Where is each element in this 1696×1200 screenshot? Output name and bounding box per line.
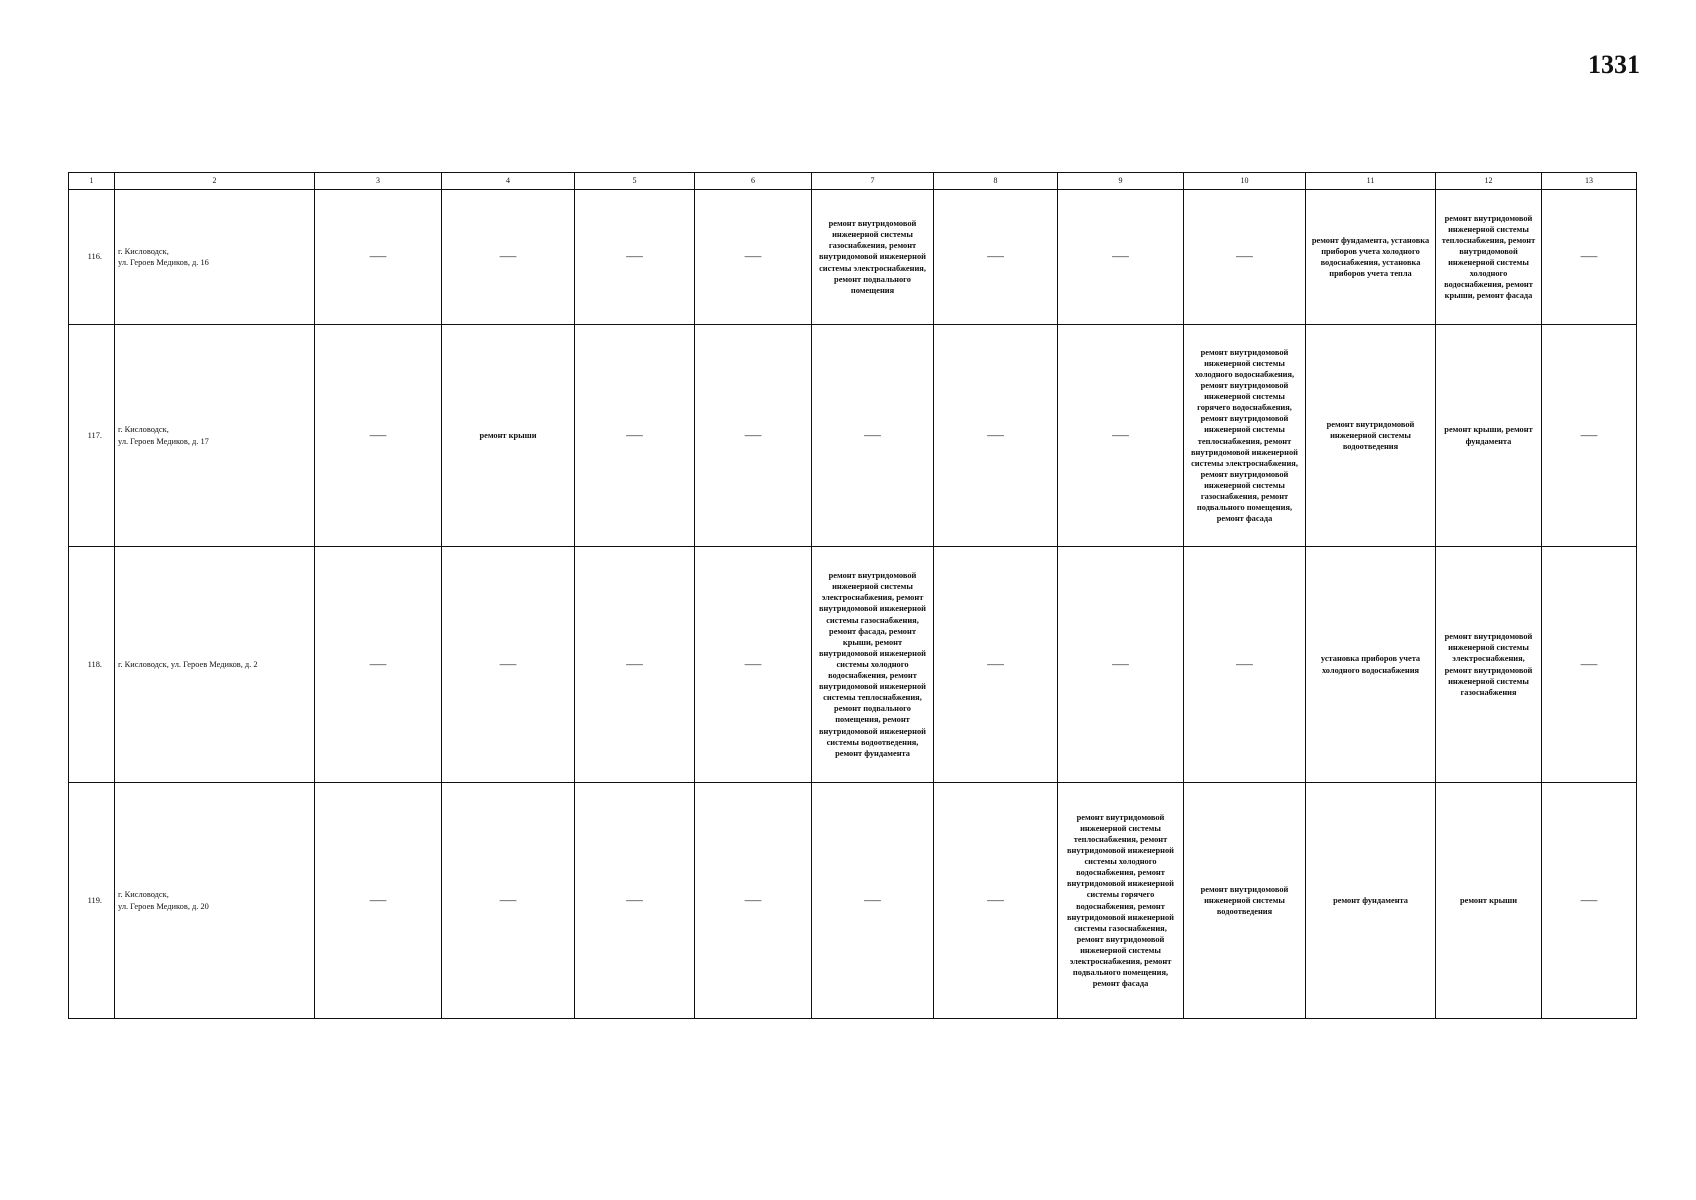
empty-dash-cell: —— bbox=[1542, 547, 1637, 783]
table-body bbox=[69, 190, 1637, 1019]
column-number-9: 9 bbox=[1058, 173, 1184, 190]
empty-dash-cell: —— bbox=[442, 547, 575, 783]
empty-dash-cell: —— bbox=[315, 190, 442, 325]
empty-dash-cell: —— bbox=[575, 547, 695, 783]
table-row bbox=[69, 783, 1637, 1019]
empty-dash-cell: —— bbox=[315, 547, 442, 783]
work-type-cell: ремонт внутридомовой инженерной системы теплоснабжения, ремонт внутридомовой инженерной системы холодного водоснабжения, ремонт крыши, ремонт фасада bbox=[1436, 190, 1542, 325]
table-row bbox=[69, 325, 1637, 547]
column-number-13: 13 bbox=[1542, 173, 1637, 190]
column-number-6: 6 bbox=[695, 173, 812, 190]
empty-dash-cell: —— bbox=[1184, 547, 1306, 783]
column-number-header bbox=[69, 173, 1637, 190]
row-number-cell: 118. bbox=[69, 547, 115, 783]
empty-dash-cell: —— bbox=[1058, 190, 1184, 325]
empty-dash-cell: —— bbox=[1058, 325, 1184, 547]
empty-dash-cell: —— bbox=[695, 547, 812, 783]
column-number-1: 1 bbox=[69, 173, 115, 190]
empty-dash-cell: —— bbox=[812, 325, 934, 547]
column-number-7: 7 bbox=[812, 173, 934, 190]
empty-dash-cell: —— bbox=[934, 325, 1058, 547]
column-number-11: 11 bbox=[1306, 173, 1436, 190]
empty-dash-cell: —— bbox=[934, 190, 1058, 325]
work-type-cell: ремонт внутридомовой инженерной системы водоотведения bbox=[1306, 325, 1436, 547]
work-type-cell: ремонт крыши bbox=[1436, 783, 1542, 1019]
work-type-cell: ремонт внутридомовой инженерной системы холодного водоснабжения, ремонт внутридомовой инженерной системы горячего водоснабжения, ремонт внутридомовой инженерной системы теплоснабжения, ремонт внутридомовой инженерной системы электроснабжения, ремонт внутридомовой инженерной системы газоснабжения, ремонт подвального помещения, ремонт фасада bbox=[1184, 325, 1306, 547]
empty-dash-cell: —— bbox=[442, 190, 575, 325]
column-number-12: 12 bbox=[1436, 173, 1542, 190]
row-number-cell: 116. bbox=[69, 190, 115, 325]
work-type-cell: ремонт крыши, ремонт фундамента bbox=[1436, 325, 1542, 547]
work-type-cell: ремонт фундамента bbox=[1306, 783, 1436, 1019]
column-number-2: 2 bbox=[115, 173, 315, 190]
empty-dash-cell: —— bbox=[442, 783, 575, 1019]
address-cell: г. Кисловодск, ул. Героев Медиков, д. 17 bbox=[115, 325, 315, 547]
header-row bbox=[69, 173, 1637, 190]
work-type-cell: ремонт внутридомовой инженерной системы теплоснабжения, ремонт внутридомовой инженерной системы холодного водоснабжения, ремонт внутридомовой инженерной системы горячего водоснабжения, ремонт внутридомовой инженерной системы газоснабжения, ремонт внутридомовой инженерной системы электроснабжения, ремонт подвального помещения, ремонт фасада bbox=[1058, 783, 1184, 1019]
address-cell: г. Кисловодск, ул. Героев Медиков, д. 20 bbox=[115, 783, 315, 1019]
empty-dash-cell: —— bbox=[315, 325, 442, 547]
empty-dash-cell: —— bbox=[934, 783, 1058, 1019]
column-number-4: 4 bbox=[442, 173, 575, 190]
work-type-cell: ремонт внутридомовой инженерной системы электроснабжения, ремонт внутридомовой инженерной системы газоснабжения bbox=[1436, 547, 1542, 783]
address-cell: г. Кисловодск, ул. Героев Медиков, д. 16 bbox=[115, 190, 315, 325]
column-number-10: 10 bbox=[1184, 173, 1306, 190]
empty-dash-cell: —— bbox=[695, 783, 812, 1019]
empty-dash-cell: —— bbox=[575, 783, 695, 1019]
work-type-cell: ремонт внутридомовой инженерной системы электроснабжения, ремонт внутридомовой инженерной системы газоснабжения, ремонт фасада, ремонт крыши, ремонт внутридомовой инженерной системы холодного водоснабжения, ремонт внутридомовой инженерной системы теплоснабжения, ремонт подвального помещения, ремонт внутридомовой инженерной системы водоотведения, ремонт фундамента bbox=[812, 547, 934, 783]
work-type-cell: ремонт внутридомовой инженерной системы водоотведения bbox=[1184, 783, 1306, 1019]
page-number: 1331 bbox=[1588, 50, 1640, 79]
empty-dash-cell: —— bbox=[1542, 783, 1637, 1019]
empty-dash-cell: —— bbox=[695, 190, 812, 325]
address-cell: г. Кисловодск, ул. Героев Медиков, д. 2 bbox=[115, 547, 315, 783]
repair-schedule-table bbox=[68, 172, 1637, 1019]
empty-dash-cell: —— bbox=[812, 783, 934, 1019]
work-type-cell: установка приборов учета холодного водоснабжения bbox=[1306, 547, 1436, 783]
empty-dash-cell: —— bbox=[1542, 190, 1637, 325]
empty-dash-cell: —— bbox=[315, 783, 442, 1019]
column-number-8: 8 bbox=[934, 173, 1058, 190]
work-type-cell: ремонт внутридомовой инженерной системы газоснабжения, ремонт внутридомовой инженерной системы электроснабжения, ремонт подвального помещения bbox=[812, 190, 934, 325]
row-number-cell: 119. bbox=[69, 783, 115, 1019]
work-type-cell: ремонт фундамента, установка приборов учета холодного водоснабжения, установка приборов учета тепла bbox=[1306, 190, 1436, 325]
row-number-cell: 117. bbox=[69, 325, 115, 547]
table-row bbox=[69, 547, 1637, 783]
table-row bbox=[69, 190, 1637, 325]
empty-dash-cell: —— bbox=[1542, 325, 1637, 547]
empty-dash-cell: —— bbox=[1184, 190, 1306, 325]
empty-dash-cell: —— bbox=[575, 190, 695, 325]
empty-dash-cell: —— bbox=[575, 325, 695, 547]
column-number-3: 3 bbox=[315, 173, 442, 190]
empty-dash-cell: —— bbox=[934, 547, 1058, 783]
column-number-5: 5 bbox=[575, 173, 695, 190]
empty-dash-cell: —— bbox=[1058, 547, 1184, 783]
empty-dash-cell: —— bbox=[695, 325, 812, 547]
work-type-cell: ремонт крыши bbox=[442, 325, 575, 547]
